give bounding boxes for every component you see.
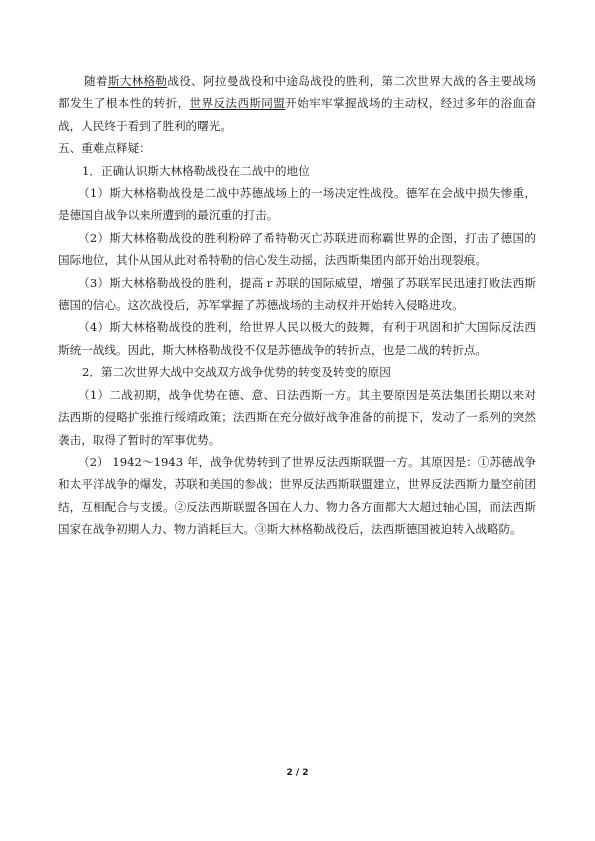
document-body	[58, 70, 536, 541]
item1-title: 1．正确认识斯大林格勒战役在二战中的地位	[82, 163, 310, 178]
item1-paragraph-2: （2）斯大林格勒战役的胜利粉碎了希特勒灭亡苏联进而称霸世界的企图，打击了德国的国际地位，其仆从国从此对希特勒的信心发生动摇，法西斯集团内部开始出现裂痕。	[58, 230, 536, 268]
text-run: 开始牢牢掌握战场的主动权，经过多年的浴血奋战，人民终于看到了胜利的曙光。	[58, 96, 536, 133]
item2-title: 2．第二次世界大战中交战双方战争优势的转变及转变的原因	[82, 365, 391, 380]
item1-paragraph-1: （1）斯大林格勒战役是二战中苏德战场上的一场决定性战役。德军在会战中损失惨重，是德国自战争以来所遭到的最沉重的打击。	[58, 186, 536, 223]
item1-paragraph-4: （4）斯大林格勒战役的胜利，给世界人民以极大的鼓舞，有利于巩固和扩大国际反法西斯统一战线。因此，斯大林格勒战役不仅是苏德战争的转折点，也是二战的转折点。	[58, 320, 536, 357]
page-number: 2 / 2	[286, 768, 309, 778]
text-run: 战役、阿拉曼战役和中途岛战役的胜利，第二次世界大战的各主要战场都发生了根本性的转折，	[58, 74, 536, 111]
paragraph-intro	[58, 70, 536, 137]
item2-paragraph-1: （1）二战初期，战争优势在德、意、日法西斯一方。其主要原因是英法集团长期以来对法西斯的侵略扩张推行绥靖政策；法西斯在充分做好战争准备的前提下，发动了一系列的突然袭击，取得了暂时的军事优势。	[58, 387, 536, 447]
underlined-term-allied-alliance: 世界反法西斯同盟	[189, 96, 286, 111]
section-heading-5: 五、重难点释疑：	[58, 141, 151, 156]
item1-paragraph-3: （3）斯大林格勒战役的胜利，提高ｒ苏联的国际威望，增强了苏联军民迅速打败法西斯德国的信心。这次战役后，苏军掌握了苏德战场的主动权并开始转入侵略进攻。	[58, 275, 536, 313]
item2-paragraph-2: （2） 1942～1943 年，战争优势转到了世界反法西斯联盟一方。其原因是：①苏德战争和太平洋战争的爆发，苏联和美国的参战；世界反法西斯联盟建立，世界反法西斯力量空前团结，互相配合与支援。②反法西斯联盟各国在人力、物力各方面都大大超过轴心国，而法西斯国家在战争初期人力、物力消耗巨大。③斯大林格勒战役后，法西斯德国被迫转入战略防。	[58, 454, 536, 537]
underlined-term-stalingrad: 斯大林格勒	[107, 74, 168, 88]
text-run: 随着	[84, 74, 108, 88]
